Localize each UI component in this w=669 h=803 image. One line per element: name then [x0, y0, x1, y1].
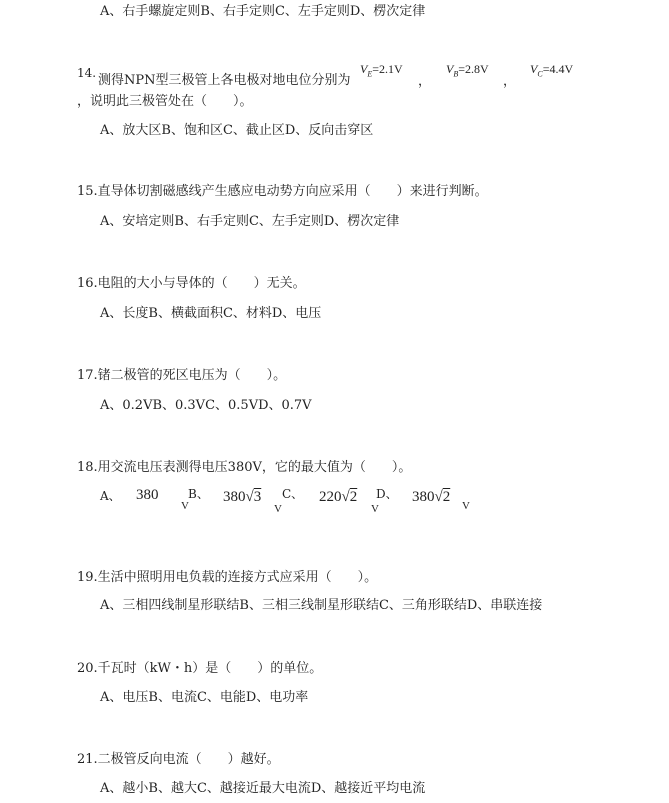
q15-options: A、安培定则B、右手定则C、左手定则D、楞次定律 [100, 214, 400, 229]
q20-options: A、电压B、电流C、电能D、电功率 [100, 690, 309, 705]
q16-options: A、长度B、横截面积C、材料D、电压 [100, 306, 322, 321]
q17-text: 17.锗二极管的死区电压为（ ）。 [77, 368, 287, 383]
q15-text: 15.直导体切割磁感线产生感应电动势方向应采用（ ）来进行判断。 [77, 184, 488, 199]
q18-b-unit: V [274, 503, 282, 515]
q18-b-value: 380√3 [223, 489, 262, 505]
q14-text-continued: ，说明此三极管处在（ ）。 [77, 94, 253, 109]
q14-comma-1: ， [418, 74, 432, 89]
q18-a-value: 380 [136, 487, 159, 503]
q21-options: A、越小B、越大C、越接近最大电流D、越接近平均电流 [100, 781, 426, 796]
q18-a-label: A、 [100, 489, 121, 503]
q21-text: 21.二极管反向电流（ ）越好。 [77, 752, 280, 767]
q18-c-value: 220√2 [319, 489, 358, 505]
q18-text: 18.用交流电压表测得电压380V，它的最大值为（ ）。 [77, 460, 412, 475]
q14-vb: $V_B=2.8V$ [446, 62, 489, 79]
q18-b-label: B、 [188, 487, 209, 501]
q14-comma-2: ， [503, 74, 517, 89]
q13-options: A、右手螺旋定则B、右手定则C、左手定则D、楞次定律 [100, 4, 426, 19]
q18-d-value: 380√2 [412, 489, 451, 505]
q14-vc: $V_C=4.4V$ [530, 62, 574, 79]
q18-a-unit: V [181, 500, 189, 512]
q14-ve: $V_E=2.1V$ [360, 62, 403, 79]
q18-d-unit: V [462, 500, 470, 512]
q14-number: 14. [77, 66, 97, 80]
q20-text: 20.千瓦时（kW・h）是（ ）的单位。 [77, 661, 323, 676]
q17-options: A、0.2VB、0.3VC、0.5VD、0.7V [100, 398, 312, 413]
q14-text: 测得NPN型三极管上各电极对地电位分别为 [98, 73, 351, 88]
q18-d-label: D、 [376, 487, 398, 501]
q16-text: 16.电阻的大小与导体的（ ）无关。 [77, 276, 306, 291]
q19-text: 19.生活中照明用电负载的连接方式应采用（ ）。 [77, 570, 378, 585]
q18-c-label: C、 [282, 487, 304, 501]
q14-options: A、放大区B、饱和区C、截止区D、反向击穿区 [100, 123, 374, 138]
q19-options: A、三相四线制星形联结B、三相三线制星形联结C、三角形联结D、串联连接 [100, 598, 543, 613]
q18-c-unit: V [371, 503, 379, 515]
